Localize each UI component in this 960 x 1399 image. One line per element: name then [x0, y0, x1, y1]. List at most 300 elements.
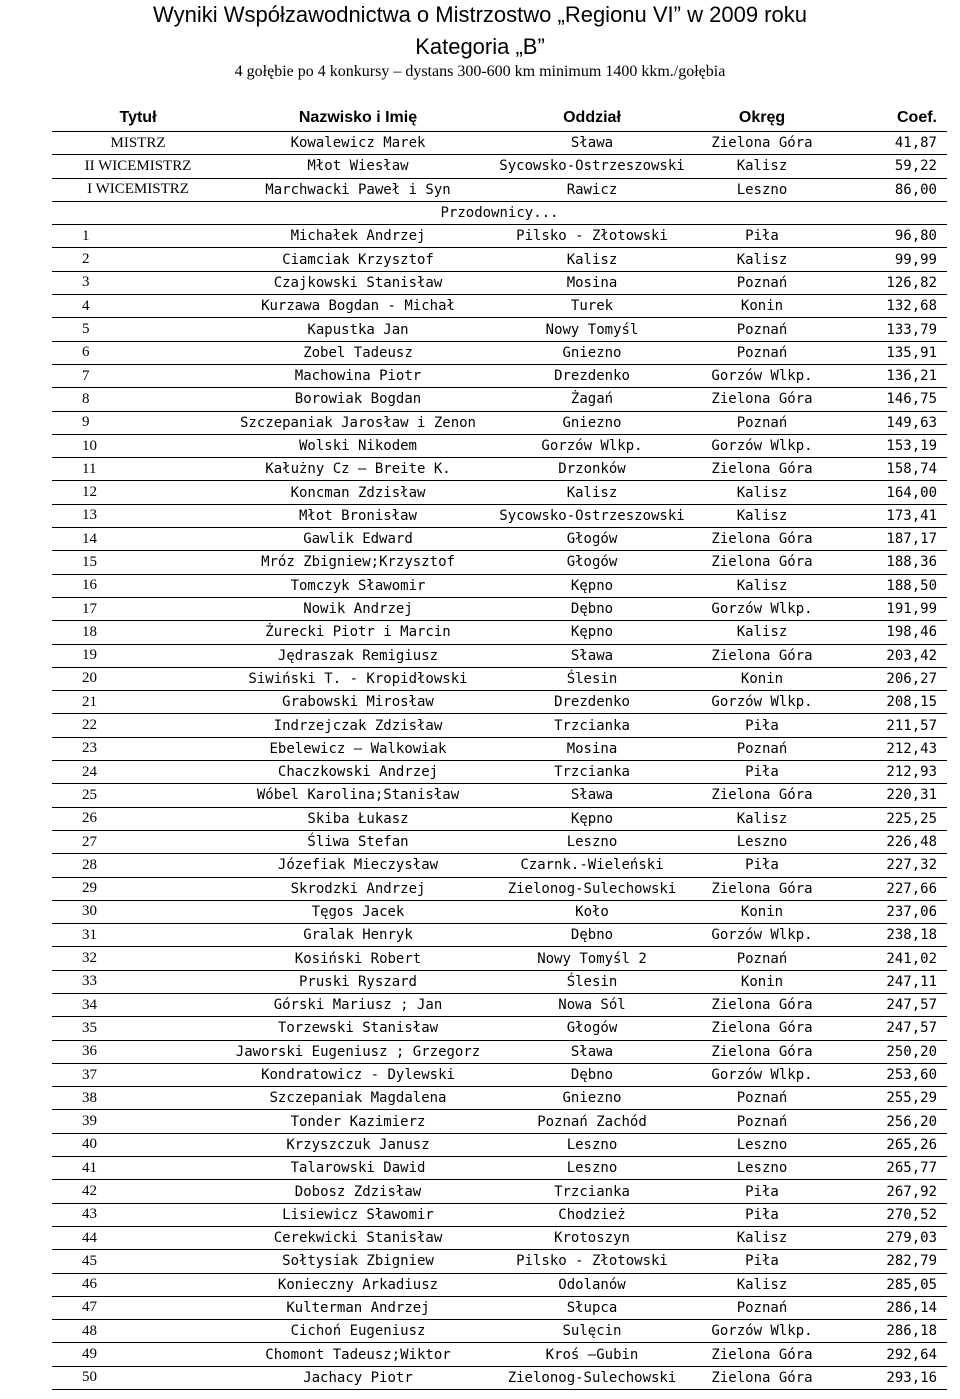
table-row — [52, 551, 947, 574]
cell-title: 50 — [52, 1366, 224, 1389]
cell-coef: 198,46 — [832, 621, 947, 644]
cell-district: Leszno — [692, 830, 832, 853]
cell-title: MISTRZ — [52, 132, 224, 155]
cell-district: Zielona Góra — [692, 877, 832, 900]
cell-coef: 250,20 — [832, 1040, 947, 1063]
cell-branch: Odolanów — [492, 1273, 692, 1296]
table-row — [52, 900, 947, 923]
table-row — [52, 178, 947, 201]
cell-name: Cichoń Eugeniusz — [224, 1320, 492, 1343]
cell-name: Sołtysiak Zbigniew — [224, 1250, 492, 1273]
cell-district: Poznań — [692, 341, 832, 364]
cell-title: 6 — [52, 341, 224, 364]
cell-title: 44 — [52, 1226, 224, 1249]
cell-name: Szczepaniak Magdalena — [224, 1087, 492, 1110]
cell-name: Kosiński Robert — [224, 947, 492, 970]
table-row — [52, 807, 947, 830]
cell-branch: Dębno — [492, 924, 692, 947]
category-title: Kategoria „B” — [415, 34, 545, 59]
cell-coef: 146,75 — [832, 388, 947, 411]
cell-title: 33 — [52, 970, 224, 993]
cell-name: Borowiak Bogdan — [224, 388, 492, 411]
table-row — [52, 1343, 947, 1366]
competition-subtitle: 4 gołębie po 4 konkursy – dystans 300-600 km minimum 1400 kkm./gołębia — [234, 63, 726, 80]
cell-branch: Drezdenko — [492, 691, 692, 714]
cell-district: Poznań — [692, 737, 832, 760]
cell-branch: Kalisz — [492, 481, 692, 504]
cell-title: II WICEMISTRZ — [52, 155, 224, 178]
cell-coef: 267,92 — [832, 1180, 947, 1203]
cell-branch: Nowa Sól — [492, 993, 692, 1016]
table-row — [52, 132, 947, 155]
column-header-district: Okręg — [692, 104, 832, 132]
cell-name: Lisiewicz Sławomir — [224, 1203, 492, 1226]
cell-branch: Trzcianka — [492, 1180, 692, 1203]
cell-name: Kulterman Andrzej — [224, 1296, 492, 1319]
cell-branch: Nowy Tomyśl 2 — [492, 947, 692, 970]
cell-title: 20 — [52, 667, 224, 690]
cell-title: 27 — [52, 830, 224, 853]
cell-district: Kalisz — [692, 248, 832, 271]
cell-coef: 256,20 — [832, 1110, 947, 1133]
cell-district: Zielona Góra — [692, 551, 832, 574]
cell-title: 16 — [52, 574, 224, 597]
cell-district: Poznań — [692, 947, 832, 970]
cell-name: Jędraszak Remigiusz — [224, 644, 492, 667]
cell-district: Gorzów Wlkp. — [692, 924, 832, 947]
table-row — [52, 574, 947, 597]
cell-title: 28 — [52, 854, 224, 877]
cell-title: 43 — [52, 1203, 224, 1226]
cell-branch: Sława — [492, 132, 692, 155]
cell-name: Michałek Andrzej — [224, 225, 492, 248]
cell-branch: Pilsko - Złotowski — [492, 1250, 692, 1273]
cell-branch: Kalisz — [492, 248, 692, 271]
cell-branch: Kępno — [492, 621, 692, 644]
cell-name: Kondratowicz - Dylewski — [224, 1063, 492, 1086]
cell-coef: 132,68 — [832, 295, 947, 318]
cell-coef: 282,79 — [832, 1250, 947, 1273]
cell-name: Czajkowski Stanisław — [224, 271, 492, 294]
cell-coef: 241,02 — [832, 947, 947, 970]
cell-name: Dobosz Zdzisław — [224, 1180, 492, 1203]
column-header-coef: Coef. — [832, 104, 947, 132]
cell-coef: 126,82 — [832, 271, 947, 294]
table-row — [52, 1017, 947, 1040]
cell-district: Gorzów Wlkp. — [692, 434, 832, 457]
table-row — [52, 737, 947, 760]
cell-branch: Kroś –Gubin — [492, 1343, 692, 1366]
page-title: Wyniki Współzawodnictwa o Mistrzostwo „Regionu VI” w 2009 roku — [153, 2, 807, 27]
cell-title: 24 — [52, 761, 224, 784]
cell-coef: 226,48 — [832, 830, 947, 853]
cell-coef: 247,11 — [832, 970, 947, 993]
cell-district: Gorzów Wlkp. — [692, 364, 832, 387]
cell-title: 18 — [52, 621, 224, 644]
cell-title: 34 — [52, 993, 224, 1016]
table-row — [52, 854, 947, 877]
cell-coef: 247,57 — [832, 993, 947, 1016]
cell-coef: 99,99 — [832, 248, 947, 271]
cell-coef: 86,00 — [832, 178, 947, 201]
table-row — [52, 761, 947, 784]
cell-branch: Poznań Zachód — [492, 1110, 692, 1133]
cell-district: Piła — [692, 854, 832, 877]
cell-branch: Kępno — [492, 574, 692, 597]
cell-district: Leszno — [692, 178, 832, 201]
cell-title: I WICEMISTRZ — [52, 178, 224, 201]
cell-district: Zielona Góra — [692, 993, 832, 1016]
table-row — [52, 1110, 947, 1133]
cell-name: Jachacy Piotr — [224, 1366, 492, 1389]
cell-branch: Pilsko - Złotowski — [492, 225, 692, 248]
cell-district: Gorzów Wlkp. — [692, 597, 832, 620]
cell-title: 25 — [52, 784, 224, 807]
cell-district: Piła — [692, 761, 832, 784]
cell-title: 46 — [52, 1273, 224, 1296]
table-row — [52, 644, 947, 667]
cell-coef: 41,87 — [832, 132, 947, 155]
cell-name: Kowalewicz Marek — [224, 132, 492, 155]
cell-branch: Leszno — [492, 1157, 692, 1180]
table-body — [52, 132, 947, 1390]
cell-coef: 208,15 — [832, 691, 947, 714]
cell-coef: 133,79 — [832, 318, 947, 341]
table-row — [52, 248, 947, 271]
cell-district: Kalisz — [692, 621, 832, 644]
cell-name: Grabowski Mirosław — [224, 691, 492, 714]
cell-name: Gawlik Edward — [224, 528, 492, 551]
cell-branch: Gniezno — [492, 411, 692, 434]
cell-coef: 153,19 — [832, 434, 947, 457]
table-row — [52, 1087, 947, 1110]
cell-title: 49 — [52, 1343, 224, 1366]
cell-branch: Rawicz — [492, 178, 692, 201]
cell-name: Talarowski Dawid — [224, 1157, 492, 1180]
cell-title: 14 — [52, 528, 224, 551]
cell-district: Piła — [692, 714, 832, 737]
cell-coef: 238,18 — [832, 924, 947, 947]
table-row — [52, 388, 947, 411]
cell-district: Zielona Góra — [692, 388, 832, 411]
separator-row — [52, 201, 947, 224]
cell-name: Mróz Zbigniew;Krzysztof — [224, 551, 492, 574]
cell-name: Ciamciak Krzysztof — [224, 248, 492, 271]
cell-name: Kurzawa Bogdan - Michał — [224, 295, 492, 318]
table-row — [52, 597, 947, 620]
cell-title: 2 — [52, 248, 224, 271]
cell-title: 37 — [52, 1063, 224, 1086]
cell-title: 12 — [52, 481, 224, 504]
table-row — [52, 1273, 947, 1296]
table-row — [52, 1063, 947, 1086]
cell-title: 19 — [52, 644, 224, 667]
cell-title: 9 — [52, 411, 224, 434]
cell-coef: 285,05 — [832, 1273, 947, 1296]
cell-name: Kapustka Jan — [224, 318, 492, 341]
cell-branch: Sława — [492, 1040, 692, 1063]
table-row — [52, 1296, 947, 1319]
table-row — [52, 691, 947, 714]
cell-title: 38 — [52, 1087, 224, 1110]
cell-district: Kalisz — [692, 504, 832, 527]
cell-title: 47 — [52, 1296, 224, 1319]
cell-branch: Turek — [492, 295, 692, 318]
cell-title: 8 — [52, 388, 224, 411]
cell-name: Marchwacki Paweł i Syn — [224, 178, 492, 201]
cell-branch: Sława — [492, 784, 692, 807]
cell-district: Piła — [692, 1250, 832, 1273]
cell-coef: 227,32 — [832, 854, 947, 877]
table-row — [52, 877, 947, 900]
cell-name: Konieczny Arkadiusz — [224, 1273, 492, 1296]
cell-branch: Głogów — [492, 528, 692, 551]
cell-branch: Gniezno — [492, 341, 692, 364]
cell-branch: Mosina — [492, 737, 692, 760]
cell-title: 41 — [52, 1157, 224, 1180]
table-row — [52, 271, 947, 294]
cell-coef: 206,27 — [832, 667, 947, 690]
cell-coef: 59,22 — [832, 155, 947, 178]
cell-name: Wolski Nikodem — [224, 434, 492, 457]
cell-district: Piła — [692, 1180, 832, 1203]
cell-title: 32 — [52, 947, 224, 970]
separator-label: Przodownicy... — [52, 201, 947, 224]
cell-district: Poznań — [692, 1296, 832, 1319]
table-row — [52, 1226, 947, 1249]
table-row — [52, 528, 947, 551]
cell-branch: Żagań — [492, 388, 692, 411]
cell-title: 4 — [52, 295, 224, 318]
table-row — [52, 481, 947, 504]
cell-coef: 237,06 — [832, 900, 947, 923]
cell-coef: 255,29 — [832, 1087, 947, 1110]
cell-district: Konin — [692, 900, 832, 923]
cell-name: Machowina Piotr — [224, 364, 492, 387]
cell-name: Górski Mariusz ; Jan — [224, 993, 492, 1016]
cell-district: Gorzów Wlkp. — [692, 1320, 832, 1343]
cell-district: Kalisz — [692, 1273, 832, 1296]
cell-branch: Głogów — [492, 1017, 692, 1040]
table-row — [52, 364, 947, 387]
cell-name: Chaczkowski Andrzej — [224, 761, 492, 784]
table-row — [52, 970, 947, 993]
cell-title: 30 — [52, 900, 224, 923]
cell-coef: 227,66 — [832, 877, 947, 900]
cell-name: Tonder Kazimierz — [224, 1110, 492, 1133]
cell-name: Skiba Łukasz — [224, 807, 492, 830]
cell-coef: 188,50 — [832, 574, 947, 597]
cell-district: Kalisz — [692, 574, 832, 597]
cell-district: Poznań — [692, 1087, 832, 1110]
table-header-row — [52, 104, 947, 132]
cell-title: 17 — [52, 597, 224, 620]
cell-name: Tęgos Jacek — [224, 900, 492, 923]
cell-coef: 149,63 — [832, 411, 947, 434]
cell-branch: Chodzież — [492, 1203, 692, 1226]
cell-branch: Sycowsko-Ostrzeszowski — [492, 155, 692, 178]
cell-coef: 286,14 — [832, 1296, 947, 1319]
cell-name: Pruski Ryszard — [224, 970, 492, 993]
cell-coef: 247,57 — [832, 1017, 947, 1040]
table-row — [52, 504, 947, 527]
column-header-title: Tytuł — [52, 104, 224, 132]
table-row — [52, 295, 947, 318]
cell-district: Zielona Góra — [692, 1366, 832, 1389]
table-row — [52, 225, 947, 248]
cell-coef: 292,64 — [832, 1343, 947, 1366]
cell-branch: Nowy Tomyśl — [492, 318, 692, 341]
cell-branch: Drzonków — [492, 458, 692, 481]
cell-district: Zielona Góra — [692, 1343, 832, 1366]
cell-coef: 212,93 — [832, 761, 947, 784]
cell-branch: Leszno — [492, 830, 692, 853]
cell-branch: Drezdenko — [492, 364, 692, 387]
cell-name: Chomont Tadeusz;Wiktor — [224, 1343, 492, 1366]
table-row — [52, 155, 947, 178]
cell-coef: 265,77 — [832, 1157, 947, 1180]
cell-district: Piła — [692, 225, 832, 248]
cell-name: Gralak Henryk — [224, 924, 492, 947]
table-row — [52, 1133, 947, 1156]
cell-title: 48 — [52, 1320, 224, 1343]
cell-name: Krzyszczuk Janusz — [224, 1133, 492, 1156]
table-row — [52, 784, 947, 807]
cell-branch: Kępno — [492, 807, 692, 830]
cell-branch: Trzcianka — [492, 761, 692, 784]
column-header-branch: Oddział — [492, 104, 692, 132]
cell-branch: Sycowsko-Ostrzeszowski — [492, 504, 692, 527]
cell-district: Zielona Góra — [692, 458, 832, 481]
table-row — [52, 341, 947, 364]
cell-coef: 279,03 — [832, 1226, 947, 1249]
cell-name: Indrzejczak Zdzisław — [224, 714, 492, 737]
cell-coef: 265,26 — [832, 1133, 947, 1156]
cell-district: Kalisz — [692, 1226, 832, 1249]
cell-branch: Krotoszyn — [492, 1226, 692, 1249]
cell-branch: Ślesin — [492, 970, 692, 993]
cell-branch: Słupca — [492, 1296, 692, 1319]
cell-branch: Leszno — [492, 1133, 692, 1156]
cell-name: Kałużny Cz – Breite K. — [224, 458, 492, 481]
cell-branch: Mosina — [492, 271, 692, 294]
cell-district: Piła — [692, 1203, 832, 1226]
cell-district: Kalisz — [692, 481, 832, 504]
cell-name: Józefiak Mieczysław — [224, 854, 492, 877]
cell-coef: 188,36 — [832, 551, 947, 574]
cell-name: Jaworski Eugeniusz ; Grzegorz — [224, 1040, 492, 1063]
cell-district: Konin — [692, 667, 832, 690]
table-row — [52, 318, 947, 341]
cell-district: Konin — [692, 295, 832, 318]
cell-branch: Czarnk.-Wieleński — [492, 854, 692, 877]
cell-district: Poznań — [692, 411, 832, 434]
cell-coef: 270,52 — [832, 1203, 947, 1226]
cell-district: Zielona Góra — [692, 784, 832, 807]
cell-name: Młot Bronisław — [224, 504, 492, 527]
cell-district: Zielona Góra — [692, 132, 832, 155]
cell-coef: 212,43 — [832, 737, 947, 760]
cell-title: 35 — [52, 1017, 224, 1040]
cell-name: Skrodzki Andrzej — [224, 877, 492, 900]
cell-title: 5 — [52, 318, 224, 341]
cell-name: Cerekwicki Stanisław — [224, 1226, 492, 1249]
cell-coef: 164,00 — [832, 481, 947, 504]
cell-branch: Gorzów Wlkp. — [492, 434, 692, 457]
table-row — [52, 1157, 947, 1180]
cell-title: 26 — [52, 807, 224, 830]
cell-coef: 293,16 — [832, 1366, 947, 1389]
table-row — [52, 993, 947, 1016]
cell-name: Śliwa Stefan — [224, 830, 492, 853]
cell-district: Zielona Góra — [692, 528, 832, 551]
cell-district: Zielona Góra — [692, 1017, 832, 1040]
cell-branch: Koło — [492, 900, 692, 923]
cell-coef: 211,57 — [832, 714, 947, 737]
cell-title: 11 — [52, 458, 224, 481]
cell-title: 1 — [52, 225, 224, 248]
cell-title: 13 — [52, 504, 224, 527]
cell-name: Ebelewicz – Walkowiak — [224, 737, 492, 760]
cell-title: 29 — [52, 877, 224, 900]
column-header-name: Nazwisko i Imię — [224, 104, 492, 132]
table-row — [52, 667, 947, 690]
cell-name: Zobel Tadeusz — [224, 341, 492, 364]
cell-branch: Zielonog-Sulechowski — [492, 877, 692, 900]
cell-coef: 191,99 — [832, 597, 947, 620]
table-row — [52, 434, 947, 457]
table-row — [52, 1320, 947, 1343]
cell-branch: Trzcianka — [492, 714, 692, 737]
cell-name: Tomczyk Sławomir — [224, 574, 492, 597]
cell-name: Koncman Zdzisław — [224, 481, 492, 504]
cell-title: 36 — [52, 1040, 224, 1063]
table-row — [52, 947, 947, 970]
cell-district: Gorzów Wlkp. — [692, 691, 832, 714]
cell-coef: 203,42 — [832, 644, 947, 667]
table-row — [52, 1250, 947, 1273]
cell-title: 23 — [52, 737, 224, 760]
cell-district: Kalisz — [692, 807, 832, 830]
results-table — [52, 104, 947, 1390]
cell-district: Zielona Góra — [692, 1040, 832, 1063]
cell-coef: 136,21 — [832, 364, 947, 387]
cell-district: Poznań — [692, 271, 832, 294]
cell-coef: 135,91 — [832, 341, 947, 364]
cell-district: Leszno — [692, 1157, 832, 1180]
cell-district: Poznań — [692, 1110, 832, 1133]
cell-coef: 187,17 — [832, 528, 947, 551]
cell-coef: 158,74 — [832, 458, 947, 481]
cell-branch: Zielonog-Sulechowski — [492, 1366, 692, 1389]
table-row — [52, 714, 947, 737]
cell-name: Wóbel Karolina;Stanisław — [224, 784, 492, 807]
cell-title: 21 — [52, 691, 224, 714]
cell-title: 3 — [52, 271, 224, 294]
cell-title: 39 — [52, 1110, 224, 1133]
cell-coef: 225,25 — [832, 807, 947, 830]
cell-district: Kalisz — [692, 155, 832, 178]
cell-coef: 220,31 — [832, 784, 947, 807]
cell-title: 31 — [52, 924, 224, 947]
cell-district: Poznań — [692, 318, 832, 341]
cell-branch: Głogów — [492, 551, 692, 574]
cell-title: 45 — [52, 1250, 224, 1273]
cell-branch: Sława — [492, 644, 692, 667]
cell-name: Żurecki Piotr i Marcin — [224, 621, 492, 644]
cell-title: 42 — [52, 1180, 224, 1203]
table-row — [52, 1366, 947, 1389]
